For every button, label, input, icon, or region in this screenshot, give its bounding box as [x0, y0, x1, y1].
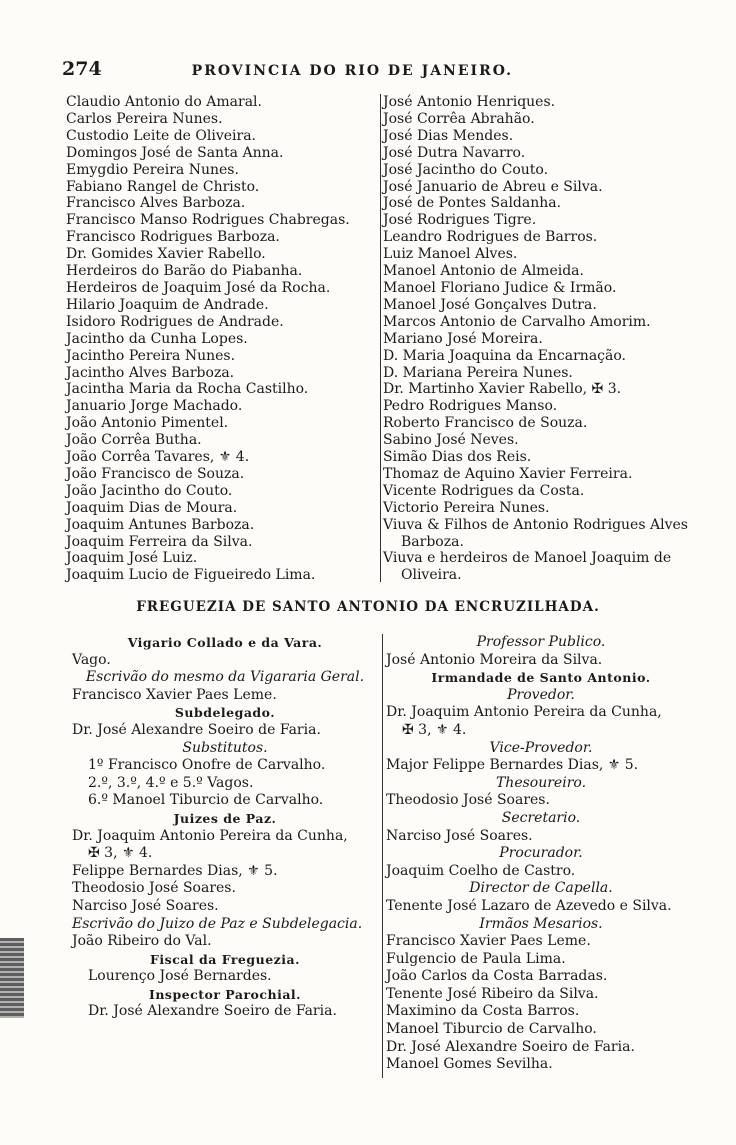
- substitutos-heading: Substitutos.: [182, 739, 268, 756]
- list-item: José Jacintho do Couto.: [383, 161, 549, 178]
- list-item: Manoel Antonio de Almeida.: [383, 263, 584, 280]
- list-item: Sabino José Neves.: [383, 432, 519, 449]
- procurador-value: Joaquim Coelho de Castro.: [386, 862, 576, 879]
- list-item: Joaquim Dias de Moura.: [66, 499, 238, 516]
- professor-heading: Professor Publico.: [476, 634, 606, 650]
- list-item: Vicente Rodrigues da Costa.: [383, 482, 585, 499]
- list-item: Carlos Pereira Nunes.: [66, 110, 223, 127]
- vigario-value: Vago.: [72, 651, 111, 668]
- column-divider-top: [380, 94, 381, 582]
- substituto-2: 2.º, 3.º, 4.º e 5.º Vagos.: [88, 774, 254, 791]
- vigario-heading: Vigario Collado e da Vara.: [127, 635, 323, 650]
- right-name-list: [383, 94, 703, 584]
- list-item: Dr. Gomides Xavier Rabello.: [66, 246, 266, 263]
- list-item: Isidoro Rodrigues de Andrade.: [66, 313, 284, 330]
- list-item: D. Maria Joaquina da Encarnação.: [383, 347, 626, 364]
- list-item: Jacintho Pereira Nunes.: [66, 347, 236, 364]
- list-item: João Jacintho do Couto.: [66, 482, 233, 499]
- provedor-value: Dr. Joaquim Antonio Pereira da Cunha,: [386, 704, 662, 721]
- mesarios-heading: Irmãos Mesarios.: [479, 915, 603, 932]
- list-item: Viuva e herdeiros de Manoel Joaquim de: [383, 550, 672, 567]
- escrivao-juizo-heading: Escrivão do Juizo de Paz e Subdelegacia.: [72, 915, 363, 932]
- juiz-2: Felippe Bernardes Dias, ⚜ 5.: [72, 862, 278, 879]
- list-item: Marcos Antonio de Carvalho Amorim.: [383, 313, 651, 330]
- list-item: Francisco Rodrigues Barboza.: [66, 229, 280, 246]
- column-divider-bottom: [382, 634, 383, 1078]
- page-number: 274: [62, 58, 102, 80]
- list-item: Joaquim Antunes Barboza.: [66, 516, 255, 533]
- thesoureiro-value: Theodosio José Soares.: [386, 792, 550, 809]
- list-item: João Francisco de Souza.: [66, 465, 245, 482]
- subdelegado-heading: Subdelegado.: [174, 705, 276, 721]
- list-item: Roberto Francisco de Souza.: [383, 415, 588, 432]
- list-item: D. Mariana Pereira Nunes.: [383, 364, 573, 381]
- section-title: FREGUEZIA DE SANTO ANTONIO DA ENCRUZILHADA.: [136, 599, 600, 615]
- vice-provedor-heading: Vice-Provedor.: [489, 739, 593, 756]
- list-item: Luiz Manoel Alves.: [383, 246, 518, 263]
- list-item-continuation: Oliveira.: [401, 567, 462, 584]
- page-header: [62, 58, 572, 80]
- provedor-honours: ✠ 3, ⚜ 4.: [402, 721, 467, 738]
- list-item: Custodio Leite de Oliveira.: [66, 127, 256, 144]
- mesario-item: Manoel Gomes Sevilha.: [386, 1056, 553, 1073]
- list-item: José Dutra Navarro.: [383, 144, 526, 161]
- mesario-item: Dr. José Alexandre Soeiro de Faria.: [386, 1038, 635, 1055]
- list-item: Emygdio Pereira Nunes.: [66, 161, 239, 178]
- list-item: Hilario Joaquim de Andrade.: [66, 296, 269, 313]
- inspector-value: Dr. José Alexandre Soeiro de Faria.: [88, 1003, 337, 1020]
- list-item: Francisco Manso Rodrigues Chabregas.: [66, 212, 350, 229]
- substituto-1: 1º Francisco Onofre de Carvalho.: [88, 757, 326, 774]
- list-item: Dr. Martinho Xavier Rabello, ✠ 3.: [383, 381, 622, 398]
- running-head: PROVINCIA DO RIO DE JANEIRO.: [191, 63, 513, 79]
- list-item: Pedro Rodrigues Manso.: [383, 398, 558, 415]
- list-item: José Antonio Henriques.: [383, 94, 556, 110]
- escrivao-juizo-value: João Ribeiro do Val.: [72, 933, 212, 950]
- list-item: Jacintho da Cunha Lopes.: [66, 330, 248, 347]
- list-item: José Corrêa Abrahão.: [383, 110, 535, 127]
- fiscal-heading: Fiscal da Freguezia.: [150, 951, 300, 967]
- mesario-item: Tenente José Ribeiro da Silva.: [386, 985, 599, 1002]
- list-item: Domingos José de Santa Anna.: [66, 144, 284, 161]
- procurador-heading: Procurador.: [499, 845, 583, 862]
- list-item: Fabiano Rangel de Christo.: [66, 178, 260, 195]
- director-heading: Director de Capella.: [469, 880, 613, 897]
- thesoureiro-heading: Thesoureiro.: [495, 774, 587, 791]
- list-item: José Rodrigues Tigre.: [383, 212, 537, 229]
- irmandade-heading: Irmandade de Santo Antonio.: [431, 670, 651, 686]
- secretario-value: Narciso José Soares.: [386, 827, 533, 844]
- professor-value: José Antonio Moreira da Silva.: [386, 651, 603, 668]
- provedor-heading: Provedor.: [507, 686, 575, 703]
- list-item: Manoel Floriano Judice & Irmão.: [383, 279, 617, 296]
- mesario-item: Maximino da Costa Barros.: [386, 1003, 580, 1020]
- left-name-list: [66, 94, 378, 584]
- list-item: José Januario de Abreu e Silva.: [383, 178, 603, 195]
- list-item: Simão Dias dos Reis.: [383, 449, 532, 466]
- list-item: Joaquim Lucio de Figueiredo Lima.: [66, 567, 316, 584]
- secretario-heading: Secretario.: [501, 809, 581, 826]
- list-item: Mariano José Moreira.: [383, 330, 543, 347]
- list-item: Viuva & Filhos de Antonio Rodrigues Alves: [383, 516, 688, 533]
- mesario-item: Manoel Tiburcio de Carvalho.: [386, 1021, 597, 1038]
- list-item: João Antonio Pimentel.: [66, 415, 229, 432]
- list-item: Januario Jorge Machado.: [66, 398, 243, 415]
- list-item: Claudio Antonio do Amaral.: [66, 94, 262, 110]
- juiz-1-honours: ✠ 3, ⚜ 4.: [88, 845, 153, 862]
- juiz-3: Theodosio José Soares.: [72, 880, 236, 897]
- juiz-4: Narciso José Soares.: [72, 897, 219, 914]
- list-item: Joaquim José Luiz.: [66, 550, 198, 567]
- juizes-heading: Juizes de Paz.: [173, 810, 277, 826]
- list-item-continuation: Barboza.: [401, 533, 464, 550]
- director-value: Tenente José Lazaro de Azevedo e Silva.: [386, 897, 672, 914]
- list-item: João Corrêa Tavares, ⚜ 4.: [66, 449, 250, 466]
- list-item: Manoel José Gonçalves Dutra.: [383, 296, 597, 313]
- list-item: Victorio Pereira Nunes.: [383, 499, 550, 516]
- freguezia-left-column: [72, 634, 378, 1021]
- list-item: Jacintha Maria da Rocha Castilho.: [66, 381, 309, 398]
- fiscal-value: Lourenço José Bernardes.: [88, 968, 272, 985]
- mesario-item: Fulgencio de Paula Lima.: [386, 950, 566, 967]
- list-item: José Dias Mendes.: [383, 127, 514, 144]
- list-item: Herdeiros do Barão do Piabanha.: [66, 263, 303, 280]
- mesario-item: Francisco Xavier Paes Leme.: [386, 933, 591, 950]
- juiz-1: Dr. Joaquim Antonio Pereira da Cunha,: [72, 827, 348, 844]
- list-item: Francisco Alves Barboza.: [66, 195, 246, 212]
- escrivao-value: Francisco Xavier Paes Leme.: [72, 686, 277, 703]
- escrivao-heading: Escrivão do mesmo da Vigararia Geral.: [85, 669, 365, 686]
- list-item: Herdeiros de Joaquim José da Rocha.: [66, 279, 331, 296]
- list-item: Joaquim Ferreira da Silva.: [66, 533, 253, 550]
- list-item: José de Pontes Saldanha.: [383, 195, 562, 212]
- substituto-3: 6.º Manoel Tiburcio de Carvalho.: [88, 792, 324, 809]
- mesario-item: João Carlos da Costa Barradas.: [386, 968, 608, 985]
- freguezia-right-column: [386, 634, 696, 1074]
- list-item: Thomaz de Aquino Xavier Ferreira.: [383, 465, 633, 482]
- binding-edge-mark: [0, 938, 24, 1018]
- inspector-heading: Inspector Parochial.: [148, 986, 302, 1002]
- subdelegado-value: Dr. José Alexandre Soeiro de Faria.: [72, 721, 321, 738]
- vice-provedor-value: Major Felippe Bernardes Dias, ⚜ 5.: [386, 757, 639, 774]
- list-item: João Corrêa Butha.: [66, 432, 202, 449]
- list-item: Jacintho Alves Barboza.: [66, 364, 235, 381]
- list-item: Leandro Rodrigues de Barros.: [383, 229, 598, 246]
